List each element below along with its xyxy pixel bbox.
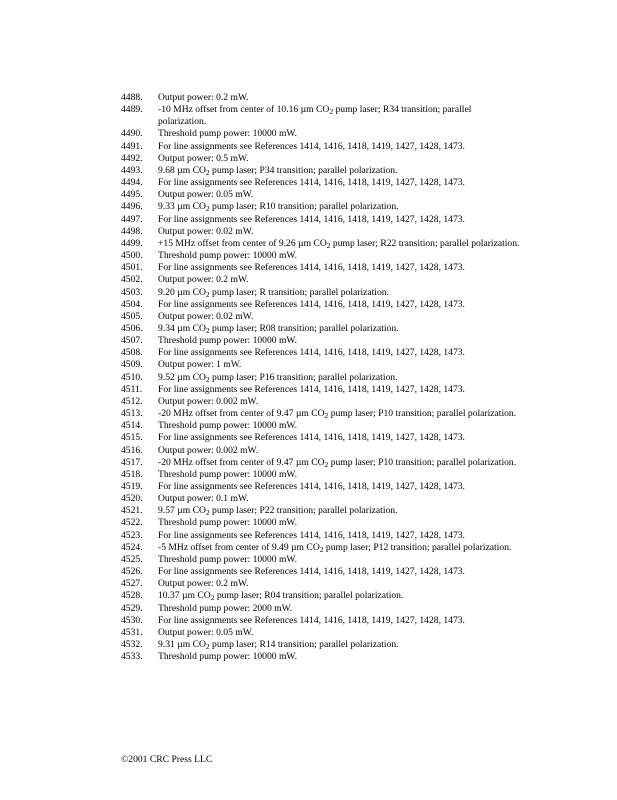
note-number: 4521. xyxy=(121,505,143,517)
note-number: 4496. xyxy=(121,201,143,213)
note-item xyxy=(121,603,521,615)
note-text: Output power: 0.02 mW. xyxy=(158,310,254,322)
note-number: 4499. xyxy=(121,237,143,249)
note-item xyxy=(121,384,521,396)
note-item xyxy=(121,201,521,213)
note-item xyxy=(121,311,521,323)
note-text: For line assignments see References 1414, 1416, 1418, 1419, 1427, 1428, 1473. xyxy=(158,298,465,310)
note-text: Output power: 0.05 mW. xyxy=(158,189,254,201)
note-item xyxy=(121,627,521,639)
note-number: 4511. xyxy=(121,383,143,395)
note-text: For line assignments see References 1414, 1416, 1418, 1419, 1427, 1428, 1473. xyxy=(158,262,465,274)
note-number: 4525. xyxy=(121,553,143,565)
note-text: 9.52 µm $CO_2$ pump laser; P16 transition; parallel polarization. xyxy=(158,371,398,384)
note-item xyxy=(121,420,521,432)
note-number: 4489. xyxy=(121,104,143,116)
note-text: Threshold pump power: 10000 mW. xyxy=(158,335,298,347)
note-item xyxy=(121,92,521,104)
note-text: Threshold pump power: 10000 mW. xyxy=(158,250,298,262)
note-number: 4528. xyxy=(121,590,143,602)
note-text: 10.37 µm $CO_2$ pump laser; R04 transition; parallel polarization. xyxy=(158,590,404,603)
note-item xyxy=(121,359,521,371)
note-number: 4520. xyxy=(121,493,143,505)
note-text: For line assignments see References 1414, 1416, 1418, 1419, 1427, 1428, 1473. xyxy=(158,481,465,492)
note-text: Output power: 0.05 mW. xyxy=(158,626,254,638)
note-item xyxy=(121,408,521,420)
note-item xyxy=(121,445,521,457)
note-item xyxy=(121,214,521,226)
note-number: 4527. xyxy=(121,578,143,590)
note-text: For line assignments see References 1414, 1416, 1418, 1419, 1427, 1428, 1473. xyxy=(158,177,465,189)
note-text: Output power: 0.2 mW. xyxy=(158,274,249,286)
note-number: 4498. xyxy=(121,225,143,237)
note-item xyxy=(121,347,521,359)
note-number: 4510. xyxy=(121,371,143,383)
note-item xyxy=(121,396,521,408)
note-text: Output power: 0.02 mW. xyxy=(158,225,254,237)
note-number: 4492. xyxy=(121,152,143,164)
note-text: Threshold pump power: 10000 mW. xyxy=(158,553,298,565)
note-text: 9.68 µm $CO_2$ pump laser; P34 transition; parallel polarization. xyxy=(158,164,398,177)
note-text: For line assignments see References 1414, 1416, 1418, 1419, 1427, 1428, 1473. xyxy=(158,140,465,152)
note-item xyxy=(121,554,521,566)
note-item xyxy=(121,639,521,651)
note-number: 4495. xyxy=(121,189,143,201)
note-item xyxy=(121,542,521,554)
note-number: 4515. xyxy=(121,432,143,444)
note-text: 9.31 µm $CO_2$ pump laser; R14 transition; parallel polarization. xyxy=(158,639,399,652)
note-item xyxy=(121,165,521,177)
note-text: For line assignments see References 1414, 1416, 1418, 1419, 1427, 1428, 1473. xyxy=(158,347,465,359)
note-number: 4531. xyxy=(121,626,143,638)
note-text: Threshold pump power: 10000 mW. xyxy=(158,468,298,480)
note-number: 4529. xyxy=(121,602,143,614)
note-number: 4532. xyxy=(121,639,143,651)
note-text: -20 MHz offset from center of 9.47 µm $CO_2$ pump laser; P10 transition; parallel polarization. xyxy=(158,456,517,469)
note-text: 9.57 µm $CO_2$ pump laser; P22 transition; parallel polarization. xyxy=(158,505,398,518)
note-number: 4494. xyxy=(121,177,143,189)
note-number: 4505. xyxy=(121,310,143,322)
note-number: 4523. xyxy=(121,529,143,541)
note-text: Output power: 0.2 mW. xyxy=(158,92,249,103)
note-item xyxy=(121,274,521,286)
note-item xyxy=(121,530,521,542)
note-number: 4522. xyxy=(121,517,143,529)
note-text: For line assignments see References 1414, 1416, 1418, 1419, 1427, 1428, 1473. xyxy=(158,383,465,395)
note-number: 4493. xyxy=(121,164,143,176)
note-item xyxy=(121,335,521,347)
note-text: Threshold pump power: 10000 mW. xyxy=(158,128,298,140)
note-item xyxy=(121,128,521,140)
note-text: For line assignments see References 1414, 1416, 1418, 1419, 1427, 1428, 1473. xyxy=(158,213,465,225)
note-number: 4491. xyxy=(121,140,143,152)
note-text: Output power: 0.1 mW. xyxy=(158,493,249,505)
note-number: 4517. xyxy=(121,456,143,468)
note-item xyxy=(121,481,521,493)
note-number: 4512. xyxy=(121,395,143,407)
note-number: 4506. xyxy=(121,322,143,334)
note-text: 9.33 µm $CO_2$ pump laser; R10 transition; parallel polarization. xyxy=(158,201,399,214)
note-item xyxy=(121,153,521,165)
note-item xyxy=(121,505,521,517)
note-item xyxy=(121,578,521,590)
note-number: 4501. xyxy=(121,262,143,274)
note-text: 9.20 µm $CO_2$ pump laser; R transition; parallel polarization. xyxy=(158,286,389,299)
note-text: -20 MHz offset from center of 9.47 µm $CO_2$ pump laser; P10 transition; parallel polarization. xyxy=(158,408,517,421)
note-item xyxy=(121,432,521,444)
note-text: Output power: 0.002 mW. xyxy=(158,395,259,407)
note-item xyxy=(121,517,521,529)
note-item xyxy=(121,177,521,189)
note-number: 4502. xyxy=(121,274,143,286)
note-number: 4516. xyxy=(121,444,143,456)
note-text: Output power: 0.5 mW. xyxy=(158,152,249,164)
note-item xyxy=(121,323,521,335)
note-item xyxy=(121,566,521,578)
note-item xyxy=(121,250,521,262)
note-number: 4503. xyxy=(121,286,143,298)
note-text: Threshold pump power: 10000 mW. xyxy=(158,651,298,663)
copyright-footer: ©2001 CRC Press LLC xyxy=(121,754,213,765)
note-number: 4518. xyxy=(121,468,143,480)
note-number: 4497. xyxy=(121,213,143,225)
note-item xyxy=(121,141,521,153)
note-number: 4530. xyxy=(121,614,143,626)
note-item xyxy=(121,651,521,663)
note-number: 4526. xyxy=(121,566,143,578)
note-text: For line assignments see References 1414, 1416, 1418, 1419, 1427, 1428, 1473. xyxy=(158,432,465,444)
note-text: -10 MHz offset from center of 10.16 µm $CO_2$ pump laser; R34 transition; parallel polarization. xyxy=(158,104,472,128)
note-item xyxy=(121,493,521,505)
note-number: 4490. xyxy=(121,128,143,140)
note-number: 4524. xyxy=(121,541,143,553)
note-text: +15 MHz offset from center of 9.26 µm $CO_2$ pump laser; R22 transition; parallel polarization. xyxy=(158,237,520,250)
note-item xyxy=(121,372,521,384)
note-number: 4533. xyxy=(121,651,143,663)
note-item xyxy=(121,590,521,602)
note-item xyxy=(121,615,521,627)
note-text: Threshold pump power: 10000 mW. xyxy=(158,420,298,432)
note-number: 4507. xyxy=(121,335,143,347)
note-item xyxy=(121,104,521,128)
note-item xyxy=(121,226,521,238)
note-item xyxy=(121,457,521,469)
note-text: Threshold pump power: 10000 mW. xyxy=(158,517,298,529)
note-number: 4514. xyxy=(121,420,143,432)
note-text: -5 MHz offset from center of 9.49 µm $CO_2$ pump laser; P12 transition; parallel polarization. xyxy=(158,541,512,554)
note-number: 4513. xyxy=(121,408,143,420)
note-item xyxy=(121,469,521,481)
note-text: Output power: 0.002 mW. xyxy=(158,444,259,456)
note-text: For line assignments see References 1414, 1416, 1418, 1419, 1427, 1428, 1473. xyxy=(158,614,465,626)
note-number: 4500. xyxy=(121,250,143,262)
note-text: For line assignments see References 1414, 1416, 1418, 1419, 1427, 1428, 1473. xyxy=(158,566,465,578)
note-text: For line assignments see References 1414, 1416, 1418, 1419, 1427, 1428, 1473. xyxy=(158,529,465,541)
note-number: 4504. xyxy=(121,298,143,310)
note-number: 4508. xyxy=(121,347,143,359)
note-item xyxy=(121,287,521,299)
note-number: 4519. xyxy=(121,481,143,492)
note-item xyxy=(121,189,521,201)
note-number: 4488. xyxy=(121,92,143,103)
note-item xyxy=(121,299,521,311)
note-item xyxy=(121,262,521,274)
note-text: 9.34 µm $CO_2$ pump laser; R08 transition; parallel polarization. xyxy=(158,322,399,335)
note-item xyxy=(121,238,521,250)
note-text: Output power: 0.2 mW. xyxy=(158,578,249,590)
note-text: Threshold pump power: 2000 mW. xyxy=(158,602,293,614)
note-number: 4509. xyxy=(121,359,143,371)
note-text: Output power: 1 mW. xyxy=(158,359,242,371)
notes-list xyxy=(121,92,521,663)
